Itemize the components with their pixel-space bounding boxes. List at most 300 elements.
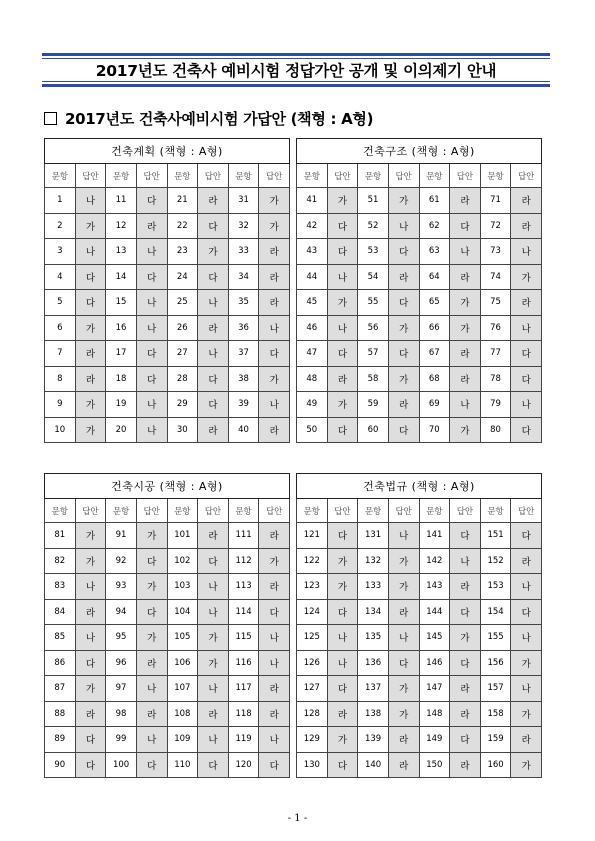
answer-value: 가	[388, 366, 419, 392]
answer-value: 다	[388, 341, 419, 367]
answer-value: 다	[75, 727, 106, 753]
answer-value: 나	[327, 650, 358, 676]
question-number: 7	[45, 341, 76, 367]
answer-value: 나	[259, 650, 290, 676]
header-question: 문항	[419, 499, 450, 523]
header-answer: 답안	[388, 499, 419, 523]
question-number: 151	[480, 523, 511, 549]
table-row	[45, 392, 290, 418]
answer-value: 나	[136, 727, 167, 753]
answer-value: 가	[388, 574, 419, 600]
answer-value: 라	[388, 599, 419, 625]
table-row	[297, 264, 542, 290]
question-number: 99	[106, 727, 137, 753]
table-row	[45, 599, 290, 625]
answer-value: 라	[198, 315, 229, 341]
answer-value: 나	[388, 625, 419, 651]
answer-value: 가	[511, 650, 542, 676]
question-number: 156	[480, 650, 511, 676]
answer-value: 다	[327, 213, 358, 239]
answer-value: 라	[259, 417, 290, 443]
question-number: 87	[45, 676, 76, 702]
page-number: - 1 -	[287, 813, 308, 824]
question-number: 132	[358, 548, 389, 574]
answer-value: 다	[511, 599, 542, 625]
answer-value: 가	[327, 290, 358, 316]
header-answer: 답안	[327, 499, 358, 523]
question-number: 159	[480, 727, 511, 753]
header-answer: 답안	[259, 164, 290, 188]
question-number: 79	[480, 392, 511, 418]
question-number: 88	[45, 701, 76, 727]
answer-value: 다	[450, 523, 481, 549]
question-number: 100	[106, 752, 137, 778]
table-row	[297, 392, 542, 418]
question-number: 133	[358, 574, 389, 600]
answer-value: 라	[198, 523, 229, 549]
question-number: 129	[297, 727, 328, 753]
question-number: 105	[167, 625, 198, 651]
answer-value: 가	[75, 315, 106, 341]
question-number: 26	[167, 315, 198, 341]
question-number: 10	[45, 417, 76, 443]
question-number: 43	[297, 239, 328, 265]
answer-value: 가	[259, 366, 290, 392]
question-number: 106	[167, 650, 198, 676]
answer-value: 라	[259, 701, 290, 727]
answer-value: 다	[259, 341, 290, 367]
answer-value: 다	[136, 366, 167, 392]
question-number: 80	[480, 417, 511, 443]
question-number: 4	[45, 264, 76, 290]
answer-value: 나	[388, 213, 419, 239]
question-number: 72	[480, 213, 511, 239]
table-title: 건축시공 (책형 : A형)	[45, 474, 290, 499]
header-question: 문항	[167, 499, 198, 523]
question-number: 81	[45, 523, 76, 549]
question-number: 51	[358, 188, 389, 214]
question-number: 62	[419, 213, 450, 239]
answer-value: 가	[198, 625, 229, 651]
table-row	[297, 727, 542, 753]
question-number: 35	[228, 290, 259, 316]
answer-value: 나	[327, 315, 358, 341]
question-number: 67	[419, 341, 450, 367]
question-number: 1	[45, 188, 76, 214]
question-number: 54	[358, 264, 389, 290]
question-number: 116	[228, 650, 259, 676]
answer-value: 가	[511, 701, 542, 727]
question-number: 103	[167, 574, 198, 600]
question-number: 32	[228, 213, 259, 239]
header-answer: 답안	[511, 499, 542, 523]
question-number: 113	[228, 574, 259, 600]
table-row	[45, 213, 290, 239]
question-number: 37	[228, 341, 259, 367]
answer-value: 가	[511, 752, 542, 778]
answer-value: 가	[259, 548, 290, 574]
question-number: 33	[228, 239, 259, 265]
question-number: 56	[358, 315, 389, 341]
question-number: 53	[358, 239, 389, 265]
answer-value: 다	[327, 599, 358, 625]
answer-value: 라	[75, 599, 106, 625]
answer-value: 라	[511, 548, 542, 574]
answer-value: 나	[198, 727, 229, 753]
question-number: 145	[419, 625, 450, 651]
answer-value: 라	[388, 727, 419, 753]
header-answer: 답안	[511, 164, 542, 188]
table-row	[297, 213, 542, 239]
answer-value: 나	[198, 574, 229, 600]
question-number: 34	[228, 264, 259, 290]
question-number: 16	[106, 315, 137, 341]
answer-value: 가	[136, 574, 167, 600]
answer-value: 다	[198, 392, 229, 418]
question-number: 65	[419, 290, 450, 316]
question-number: 28	[167, 366, 198, 392]
question-number: 152	[480, 548, 511, 574]
answer-value: 가	[388, 548, 419, 574]
question-number: 137	[358, 676, 389, 702]
question-number: 90	[45, 752, 76, 778]
question-number: 107	[167, 676, 198, 702]
answer-value: 라	[75, 366, 106, 392]
answer-table-architectural-planning	[44, 138, 290, 443]
question-number: 22	[167, 213, 198, 239]
question-number: 101	[167, 523, 198, 549]
answer-value: 라	[450, 574, 481, 600]
question-number: 19	[106, 392, 137, 418]
answer-value: 다	[388, 650, 419, 676]
answer-value: 나	[75, 188, 106, 214]
question-number: 23	[167, 239, 198, 265]
question-number: 18	[106, 366, 137, 392]
answer-value: 다	[75, 752, 106, 778]
answer-value: 라	[327, 701, 358, 727]
question-number: 97	[106, 676, 137, 702]
question-number: 71	[480, 188, 511, 214]
answer-value: 가	[327, 548, 358, 574]
question-number: 149	[419, 727, 450, 753]
answer-value: 다	[198, 264, 229, 290]
answer-value: 다	[450, 213, 481, 239]
table-row	[297, 752, 542, 778]
answer-value: 가	[198, 239, 229, 265]
answer-value: 라	[388, 392, 419, 418]
table-row	[297, 188, 542, 214]
answer-value: 나	[198, 676, 229, 702]
answer-value: 나	[198, 290, 229, 316]
question-number: 123	[297, 574, 328, 600]
answer-value: 가	[136, 523, 167, 549]
question-number: 30	[167, 417, 198, 443]
header-question: 문항	[228, 164, 259, 188]
question-number: 49	[297, 392, 328, 418]
answer-value: 가	[388, 676, 419, 702]
table-row	[297, 574, 542, 600]
question-number: 134	[358, 599, 389, 625]
header-question: 문항	[45, 499, 76, 523]
answer-value: 가	[259, 188, 290, 214]
answer-table-architectural-structure	[296, 138, 542, 443]
answer-value: 가	[388, 188, 419, 214]
header-question: 문항	[419, 164, 450, 188]
header-answer: 답안	[388, 164, 419, 188]
question-number: 112	[228, 548, 259, 574]
table-row	[45, 701, 290, 727]
question-number: 160	[480, 752, 511, 778]
answer-value: 가	[388, 701, 419, 727]
answer-value: 나	[136, 417, 167, 443]
question-number: 121	[297, 523, 328, 549]
question-number: 92	[106, 548, 137, 574]
question-number: 13	[106, 239, 137, 265]
answer-value: 나	[136, 676, 167, 702]
answer-table-building-law	[296, 473, 542, 778]
table-row	[297, 676, 542, 702]
header-answer: 답안	[136, 499, 167, 523]
header-question: 문항	[358, 164, 389, 188]
answer-value: 나	[136, 392, 167, 418]
table-row	[45, 523, 290, 549]
question-number: 31	[228, 188, 259, 214]
answer-value: 라	[511, 290, 542, 316]
answer-value: 다	[388, 290, 419, 316]
question-number: 128	[297, 701, 328, 727]
answer-value: 다	[450, 650, 481, 676]
table-row	[45, 290, 290, 316]
question-number: 127	[297, 676, 328, 702]
checkbox-square-icon	[44, 112, 57, 125]
question-number: 42	[297, 213, 328, 239]
question-number: 29	[167, 392, 198, 418]
question-number: 63	[419, 239, 450, 265]
question-number: 2	[45, 213, 76, 239]
table-row	[297, 523, 542, 549]
answer-value: 다	[259, 599, 290, 625]
question-number: 21	[167, 188, 198, 214]
answer-value: 다	[450, 727, 481, 753]
answer-value: 다	[136, 548, 167, 574]
question-number: 104	[167, 599, 198, 625]
answer-value: 가	[450, 417, 481, 443]
question-number: 125	[297, 625, 328, 651]
question-number: 124	[297, 599, 328, 625]
question-number: 102	[167, 548, 198, 574]
question-number: 55	[358, 290, 389, 316]
question-number: 27	[167, 341, 198, 367]
header-question: 문항	[106, 164, 137, 188]
table-row	[45, 676, 290, 702]
answer-value: 다	[327, 523, 358, 549]
question-number: 93	[106, 574, 137, 600]
header-answer: 답안	[450, 499, 481, 523]
question-number: 36	[228, 315, 259, 341]
answer-value: 나	[511, 315, 542, 341]
answer-value: 가	[327, 727, 358, 753]
question-number: 74	[480, 264, 511, 290]
answer-value: 다	[511, 523, 542, 549]
answer-value: 라	[259, 676, 290, 702]
header-question: 문항	[228, 499, 259, 523]
table-row	[297, 701, 542, 727]
answer-value: 라	[450, 676, 481, 702]
answer-value: 가	[511, 264, 542, 290]
answer-value: 라	[511, 213, 542, 239]
answer-value: 다	[388, 239, 419, 265]
answer-table-construction	[44, 473, 290, 778]
question-number: 47	[297, 341, 328, 367]
answer-value: 다	[259, 752, 290, 778]
answer-value: 다	[327, 417, 358, 443]
answer-value: 가	[75, 213, 106, 239]
answer-value: 라	[259, 290, 290, 316]
question-number: 109	[167, 727, 198, 753]
question-number: 12	[106, 213, 137, 239]
answer-value: 라	[75, 341, 106, 367]
table-row	[45, 188, 290, 214]
answer-value: 라	[450, 701, 481, 727]
question-number: 48	[297, 366, 328, 392]
table-row	[45, 417, 290, 443]
answer-value: 나	[511, 676, 542, 702]
question-number: 44	[297, 264, 328, 290]
answer-value: 다	[75, 290, 106, 316]
question-number: 66	[419, 315, 450, 341]
answer-value: 가	[259, 213, 290, 239]
question-number: 154	[480, 599, 511, 625]
answer-value: 다	[198, 366, 229, 392]
question-number: 69	[419, 392, 450, 418]
question-number: 57	[358, 341, 389, 367]
answer-value: 가	[198, 650, 229, 676]
answer-value: 라	[388, 752, 419, 778]
answer-value: 라	[136, 213, 167, 239]
header-question: 문항	[480, 164, 511, 188]
answer-value: 나	[198, 599, 229, 625]
answer-value: 라	[450, 341, 481, 367]
table-row	[297, 315, 542, 341]
answer-value: 나	[450, 392, 481, 418]
answer-value: 나	[259, 392, 290, 418]
question-number: 143	[419, 574, 450, 600]
answer-value: 라	[259, 239, 290, 265]
question-number: 41	[297, 188, 328, 214]
question-number: 6	[45, 315, 76, 341]
answer-value: 나	[259, 727, 290, 753]
answer-value: 나	[450, 239, 481, 265]
answer-value: 가	[75, 392, 106, 418]
table-row	[45, 625, 290, 651]
question-number: 14	[106, 264, 137, 290]
answer-value: 라	[259, 264, 290, 290]
table-row	[45, 366, 290, 392]
question-number: 59	[358, 392, 389, 418]
question-number: 91	[106, 523, 137, 549]
answer-value: 라	[259, 523, 290, 549]
table-row	[45, 315, 290, 341]
answer-value: 라	[450, 366, 481, 392]
question-number: 98	[106, 701, 137, 727]
answer-value: 가	[388, 315, 419, 341]
table-row	[297, 599, 542, 625]
header-answer: 답안	[450, 164, 481, 188]
question-number: 153	[480, 574, 511, 600]
question-number: 114	[228, 599, 259, 625]
answer-value: 라	[388, 264, 419, 290]
question-number: 158	[480, 701, 511, 727]
question-number: 142	[419, 548, 450, 574]
question-number: 110	[167, 752, 198, 778]
answer-value: 가	[75, 523, 106, 549]
answer-value: 가	[75, 548, 106, 574]
question-number: 20	[106, 417, 137, 443]
answer-value: 라	[75, 701, 106, 727]
answer-value: 다	[511, 417, 542, 443]
question-number: 75	[480, 290, 511, 316]
question-number: 76	[480, 315, 511, 341]
header-answer: 답안	[198, 164, 229, 188]
table-row	[45, 341, 290, 367]
answer-value: 나	[511, 625, 542, 651]
question-number: 52	[358, 213, 389, 239]
question-number: 17	[106, 341, 137, 367]
question-number: 11	[106, 188, 137, 214]
answer-value: 나	[327, 625, 358, 651]
answer-value: 다	[75, 650, 106, 676]
question-number: 58	[358, 366, 389, 392]
answer-value: 나	[327, 264, 358, 290]
answer-value: 나	[388, 523, 419, 549]
table-row	[45, 650, 290, 676]
question-number: 40	[228, 417, 259, 443]
question-number: 148	[419, 701, 450, 727]
answer-value: 다	[136, 188, 167, 214]
question-number: 9	[45, 392, 76, 418]
answer-value: 가	[136, 625, 167, 651]
question-number: 146	[419, 650, 450, 676]
table-title: 건축계획 (책형 : A형)	[45, 139, 290, 164]
answer-value: 나	[511, 574, 542, 600]
answer-value: 라	[198, 701, 229, 727]
answer-value: 다	[198, 548, 229, 574]
answer-value: 다	[327, 341, 358, 367]
question-number: 46	[297, 315, 328, 341]
question-number: 140	[358, 752, 389, 778]
header-question: 문항	[106, 499, 137, 523]
answer-value: 나	[75, 625, 106, 651]
table-row	[45, 752, 290, 778]
answer-value: 라	[198, 417, 229, 443]
question-number: 94	[106, 599, 137, 625]
question-number: 85	[45, 625, 76, 651]
answer-value: 나	[136, 239, 167, 265]
question-number: 86	[45, 650, 76, 676]
answer-value: 가	[327, 392, 358, 418]
question-number: 82	[45, 548, 76, 574]
table-row	[297, 548, 542, 574]
table-row	[297, 650, 542, 676]
table-row	[45, 548, 290, 574]
answer-value: 다	[450, 599, 481, 625]
table-row	[45, 264, 290, 290]
question-number: 136	[358, 650, 389, 676]
question-number: 77	[480, 341, 511, 367]
header-question: 문항	[297, 499, 328, 523]
question-number: 89	[45, 727, 76, 753]
question-number: 5	[45, 290, 76, 316]
